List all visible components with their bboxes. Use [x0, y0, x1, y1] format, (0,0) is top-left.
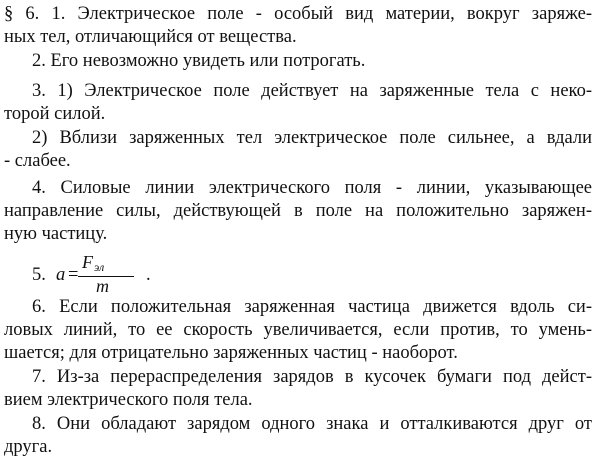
text-line: шается; для отрицательно заряженных частиц - наоборот. — [4, 343, 458, 363]
text-line: 8. Они обладают зарядом одного знака и отталкиваются друг от — [32, 414, 592, 434]
text-line: - слабее. — [4, 151, 71, 171]
text-line: ных тел, отличающийся от вещества. — [4, 27, 297, 47]
text-line: 2) Вблизи заряженных тел электрическое поле сильнее, а вдали — [32, 128, 592, 148]
text-line: ловых линий, то ее скорость увеличивается, если против, то умень- — [4, 320, 592, 340]
formula-end: . — [146, 265, 151, 285]
text-line: 7. Из-за перераспределения зарядов в кусочек бумаги под дейст- — [32, 367, 592, 387]
text-line: направление силы, действующей в поле на положительно заряжен- — [4, 201, 592, 221]
formula-lhs: a — [56, 265, 66, 285]
text-line: 2. Его невозможно увидеть или потрогать. — [32, 51, 366, 71]
formula-number: 5. — [32, 265, 46, 285]
acceleration-formula — [32, 254, 232, 298]
formula-numerator-subscript: эл — [94, 260, 105, 274]
text-line: 3. 1) Электрическое поле действует на заряженные тела с неко- — [32, 81, 592, 101]
formula-denominator: m — [96, 276, 109, 296]
text-line: 6. Если положительная заряженная частица движется вдоль си- — [32, 297, 592, 317]
text-line: вием электрического поля тела. — [4, 390, 253, 410]
text-line: ную частицу. — [4, 224, 108, 244]
text-line: друга. — [4, 437, 53, 457]
formula-numerator-symbol: F — [82, 252, 93, 272]
text-line: торой силой. — [4, 104, 106, 124]
text-line: 4. Силовые линии электрического поля - линии, указывающее — [32, 178, 592, 198]
formula-equals: = — [68, 265, 79, 285]
formula-numerator — [82, 252, 104, 273]
text-line: § 6. 1. Электрическое поле - особый вид материи, вокруг заряже- — [4, 4, 592, 24]
